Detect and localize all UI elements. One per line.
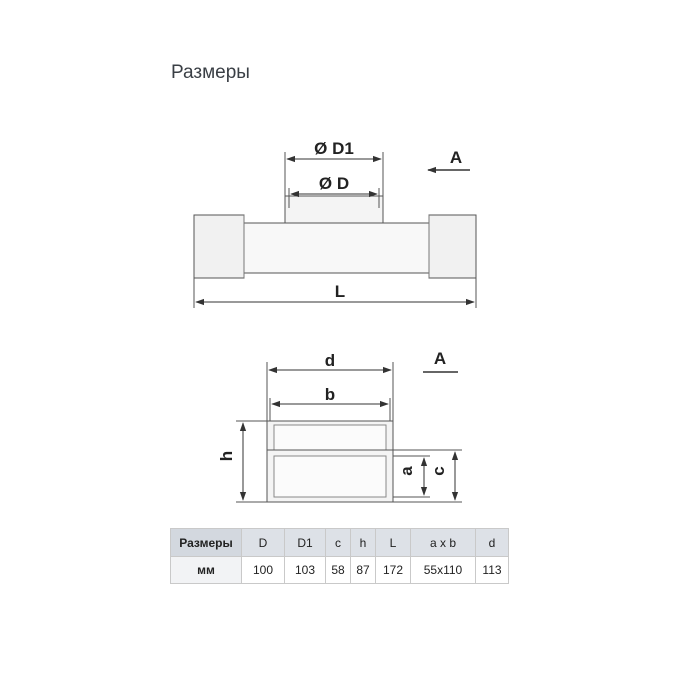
table-header-cell: d — [476, 529, 509, 557]
table-cell: 100 — [242, 557, 285, 584]
view-a-marker: A — [449, 148, 463, 167]
a-label: a — [397, 466, 416, 476]
d-width-label: d — [324, 351, 336, 370]
table-row — [171, 557, 509, 584]
table-header-row — [171, 529, 509, 557]
right-coupling — [429, 215, 476, 278]
outlet-spigot — [285, 196, 383, 223]
page-title: Размеры — [171, 62, 250, 83]
table-cell: 55x110 — [411, 557, 476, 584]
side-view — [236, 362, 462, 502]
main-pipe — [240, 223, 433, 273]
d1-label: Ø D1 — [314, 139, 354, 158]
table-cell: 113 — [476, 557, 509, 584]
dimensions-table — [170, 528, 509, 584]
table-header-cell: a x b — [411, 529, 476, 557]
table-header-cell: D1 — [285, 529, 326, 557]
table-header-cell: Размеры — [171, 529, 242, 557]
h-label: h — [217, 450, 236, 462]
c-label: c — [429, 466, 448, 476]
left-coupling — [194, 215, 244, 278]
table-header-cell: c — [326, 529, 351, 557]
d-label: Ø D — [318, 174, 350, 193]
b-label: b — [324, 385, 336, 404]
table-header-cell: L — [376, 529, 411, 557]
table-cell: 58 — [326, 557, 351, 584]
table-header-cell: D — [242, 529, 285, 557]
table-cell: 87 — [351, 557, 376, 584]
table-cell: мм — [171, 557, 242, 584]
table-cell: 172 — [376, 557, 411, 584]
table-cell: 103 — [285, 557, 326, 584]
l-label: L — [334, 282, 346, 301]
table-header-cell: h — [351, 529, 376, 557]
side-view-label: A — [433, 349, 447, 368]
